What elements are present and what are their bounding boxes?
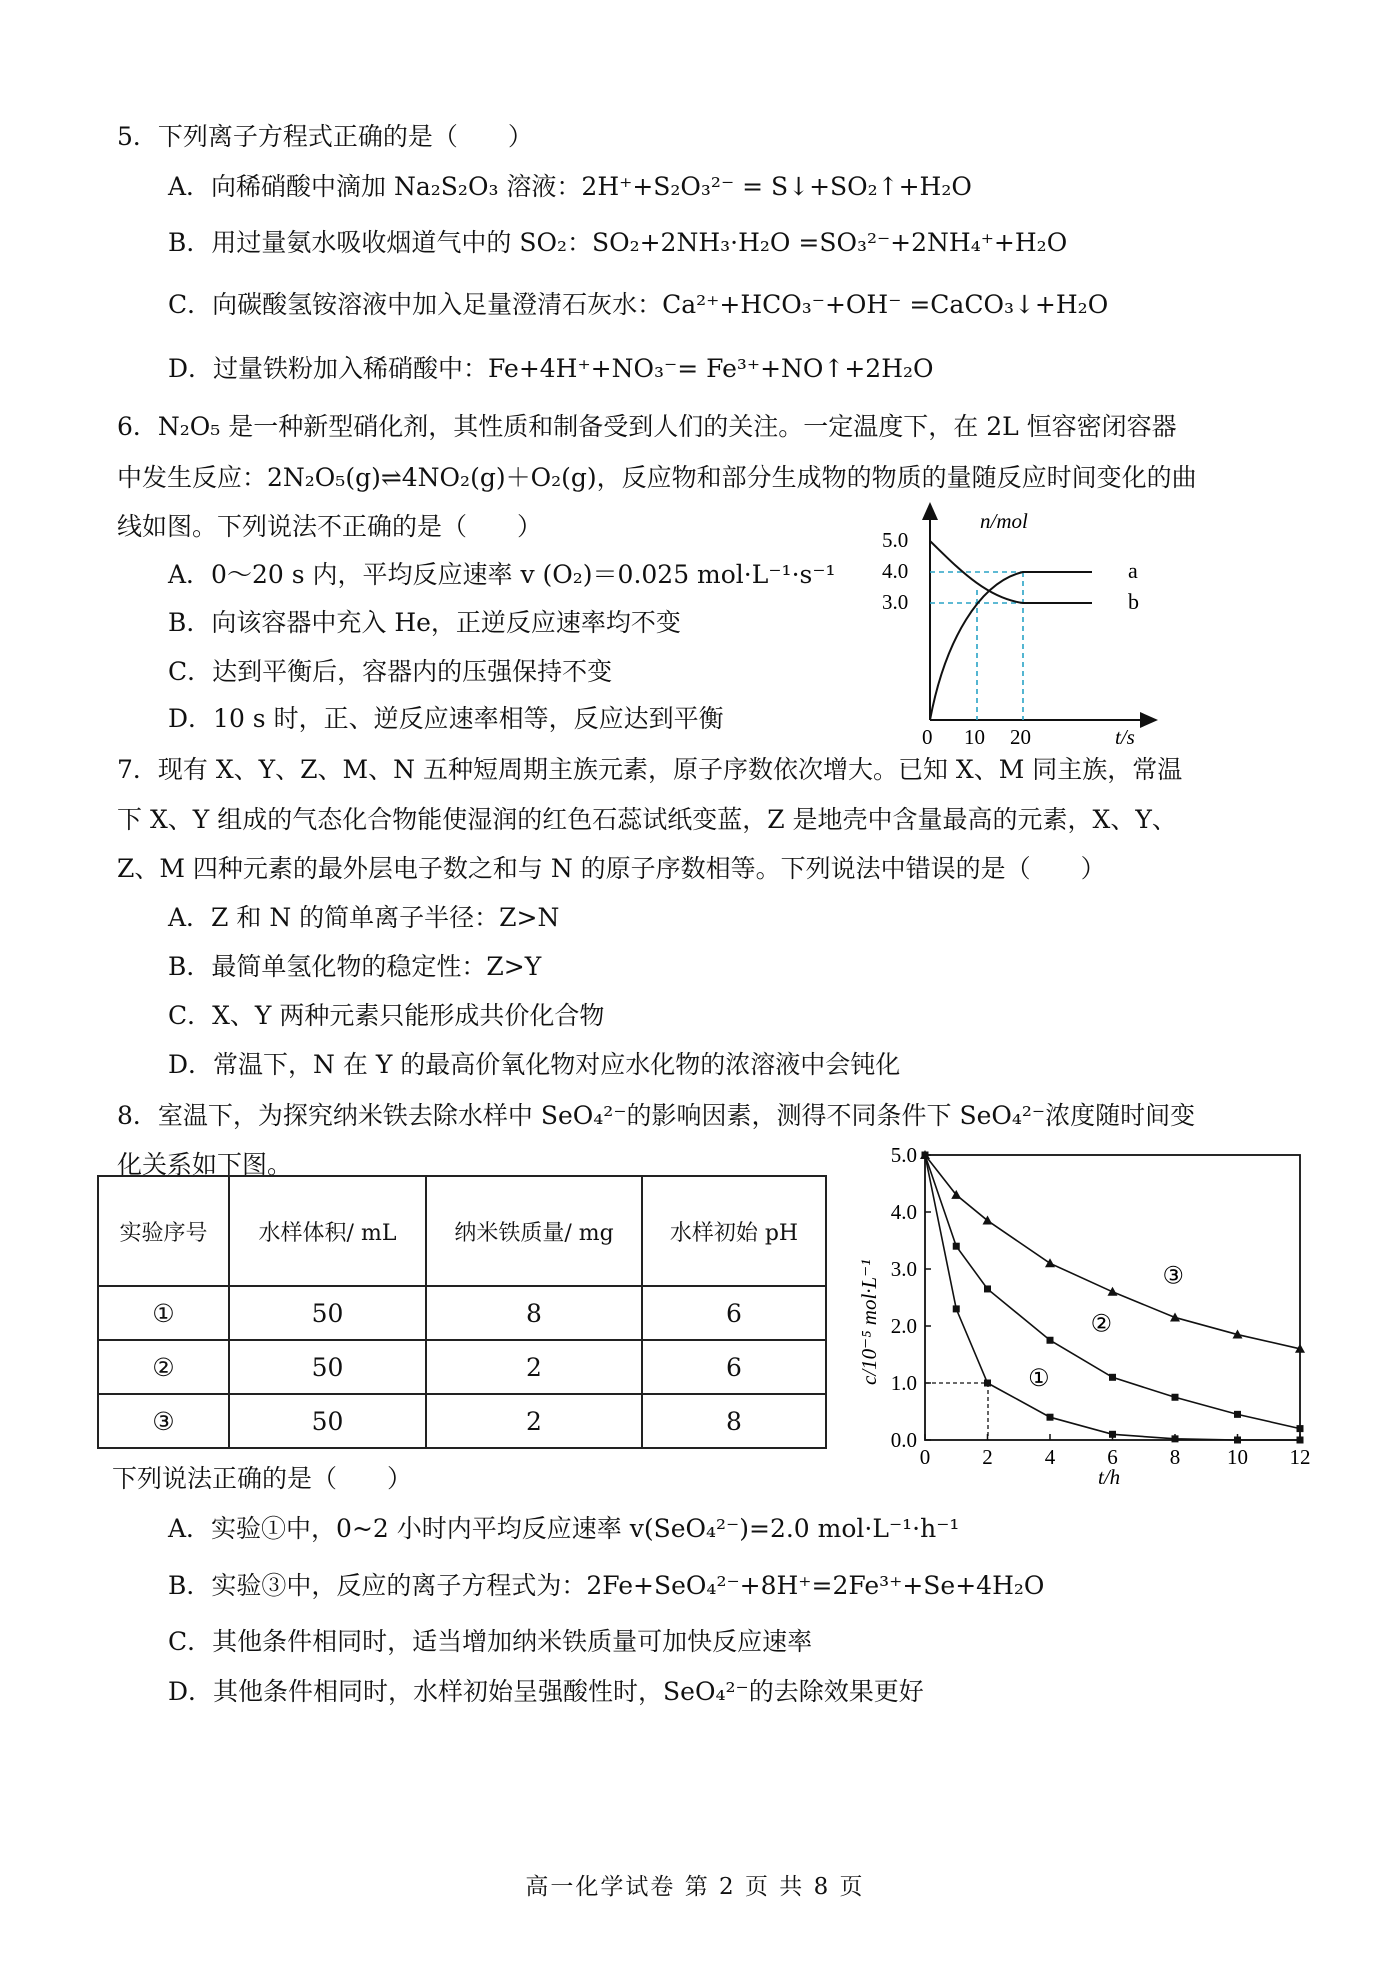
data-point (953, 1243, 960, 1250)
table-cell: 6 (642, 1340, 826, 1394)
q6-stem-line2: 中发生反应：2N₂O₅(g)⇌4NO₂(g)＋O₂(g)，反应物和部分生成物的物质的量随反应时间变化的曲 (117, 463, 1197, 492)
table-header: 水样体积/ mL (229, 1176, 426, 1286)
data-point (1172, 1394, 1179, 1401)
series-label: ② (1090, 1311, 1113, 1338)
table-row (98, 1286, 826, 1340)
y-tick-3: 3.0 (882, 590, 909, 614)
y-tick-4: 4.0 (882, 559, 909, 583)
table-header: 纳米铁质量/ mg (426, 1176, 642, 1286)
data-point (1047, 1337, 1054, 1344)
x-axis-label: t/h (1098, 1465, 1121, 1489)
x-tick-label: 10 (1227, 1445, 1248, 1469)
x-tick-label: 0 (919, 1445, 931, 1469)
data-point (1172, 1435, 1179, 1442)
y-tick-label: 4.0 (890, 1200, 917, 1224)
x-tick-10: 10 (964, 725, 985, 749)
data-point (1170, 1312, 1180, 1321)
table-cell: 50 (229, 1340, 426, 1394)
table-header: 实验序号 (98, 1176, 229, 1286)
q6-stem-line1: 6．N₂O₅ 是一种新型硝化剂，其性质和制备受到人们的关注。一定温度下，在 2L 恒容密闭容器 (117, 412, 1177, 441)
series-line (925, 1155, 1300, 1440)
x-tick-20: 20 (1010, 725, 1031, 749)
x-tick-label: 12 (1289, 1445, 1311, 1469)
q6-option-a: A．0～20 s 内，平均反应速率 v (O₂)＝0.025 mol·L⁻¹·s⁻¹ (168, 560, 836, 589)
table-row (98, 1340, 826, 1394)
q7-option-d: D．常温下，N 在 Y 的最高价氧化物对应水化物的浓溶液中会钝化 (168, 1050, 901, 1079)
table-cell: 2 (426, 1394, 642, 1448)
q8-option-d: D．其他条件相同时，水样初始呈强酸性时，SeO₄²⁻的去除效果更好 (168, 1677, 924, 1706)
series-label: ① (1028, 1365, 1050, 1392)
table-cell: ② (98, 1340, 229, 1394)
q8-option-a: A．实验①中，0~2 小时内平均反应速率 v(SeO₄²⁻)=2.0 mol·L⁻¹·h⁻¹ (168, 1514, 960, 1543)
q6-option-d: D．10 s 时，正、逆反应速率相等，反应达到平衡 (168, 704, 724, 733)
q8-option-b: B．实验③中，反应的离子方程式为：2Fe+SeO₄²⁻+8H⁺=2Fe³⁺+Se+4H₂O (168, 1571, 1045, 1600)
q6-stem-line3: 线如图。下列说法不正确的是（ ） (117, 512, 543, 541)
table-cell: ③ (98, 1394, 229, 1448)
table-cell: 2 (426, 1340, 642, 1394)
q5-option-b: B．用过量氨水吸收烟道气中的 SO₂：SO₂+2NH₃·H₂O =SO₃²⁻+2NH₄⁺+H₂O (168, 228, 1068, 257)
q5-stem: 5．下列离子方程式正确的是（ ） (117, 122, 533, 151)
q8-option-c: C．其他条件相同时，适当增加纳米铁质量可加快反应速率 (168, 1627, 813, 1656)
data-point (953, 1305, 960, 1312)
y-tick-5: 5.0 (882, 528, 909, 552)
series-a-label: a (1128, 558, 1138, 583)
table-cell: ① (98, 1286, 229, 1340)
q6-option-b: B．向该容器中充入 He，正逆反应速率均不变 (168, 608, 681, 637)
q7-stem-line1: 7．现有 X、Y、Z、M、N 五种短周期主族元素，原子序数依次增大。已知 X、M 同主族，常温 (117, 755, 1183, 784)
x-tick-label: 2 (982, 1445, 993, 1469)
q7-stem-line2: 下 X、Y 组成的气态化合物能使湿润的红色石蕊试纸变蓝，Z 是地壳中含量最高的元素，X、Y、 (117, 805, 1177, 834)
q5-option-a: A．向稀硝酸中滴加 Na₂S₂O₃ 溶液：2H⁺+S₂O₃²⁻ = S↓+SO₂↑+H₂O (168, 172, 972, 201)
y-tick-label: 5.0 (890, 1143, 917, 1167)
table-header: 水样初始 pH (642, 1176, 826, 1286)
series-label: ③ (1162, 1263, 1185, 1290)
y-axis-label: n/mol (980, 509, 1028, 533)
q6-option-c: C．达到平衡后，容器内的压强保持不变 (168, 657, 613, 686)
y-tick-label: 1.0 (890, 1371, 917, 1395)
data-point (984, 1285, 991, 1292)
x-axis-label: t/s (1115, 725, 1135, 749)
series-line (925, 1155, 1300, 1349)
q7-option-c: C．X、Y 两种元素只能形成共价化合物 (168, 1001, 605, 1030)
q6-chart (882, 500, 1160, 749)
data-point (1108, 1287, 1118, 1296)
x-tick-label: 8 (1169, 1445, 1181, 1469)
q8-chart (857, 1140, 1320, 1490)
data-point (1047, 1414, 1054, 1421)
x-tick-label: 4 (1044, 1445, 1056, 1469)
table-cell: 8 (426, 1286, 642, 1340)
q7-stem-line3: Z、M 四种元素的最外层电子数之和与 N 的原子序数相等。下列说法中错误的是（ ） (117, 854, 1106, 883)
data-point (1234, 1437, 1241, 1444)
data-point (1109, 1374, 1116, 1381)
x-tick-0: 0 (922, 725, 933, 749)
q5-option-d: D．过量铁粉加入稀硝酸中：Fe+4H⁺+NO₃⁻= Fe³⁺+NO↑+2H₂O (168, 354, 934, 383)
series-a-line (930, 572, 1092, 720)
table-row (98, 1394, 826, 1448)
data-point (1234, 1411, 1241, 1418)
data-point (1297, 1437, 1304, 1444)
page-footer: 高一化学试卷 第 2 页 共 8 页 (525, 1874, 865, 1900)
table-cell: 8 (642, 1394, 826, 1448)
y-tick-label: 3.0 (890, 1257, 917, 1281)
y-axis-label: c/10⁻⁵ mol·L⁻¹ (857, 1259, 881, 1385)
data-point (1297, 1425, 1304, 1432)
q5-option-c: C．向碳酸氢铵溶液中加入足量澄清石灰水：Ca²⁺+HCO₃⁻+OH⁻ =CaCO₃↓+H₂O (168, 290, 1109, 319)
table-cell: 50 (229, 1394, 426, 1448)
plot-frame (925, 1155, 1300, 1440)
q7-option-b: B．最简单氢化物的稳定性：Z>Y (168, 952, 542, 981)
data-point (1109, 1431, 1116, 1438)
q8-stem-line3: 下列说法正确的是（ ） (112, 1464, 413, 1493)
table-cell: 6 (642, 1286, 826, 1340)
y-tick-label: 2.0 (890, 1314, 917, 1338)
table-cell: 50 (229, 1286, 426, 1340)
data-point (1045, 1258, 1055, 1267)
experiment-table (97, 1175, 827, 1449)
q7-option-a: A．Z 和 N 的简单离子半径：Z>N (168, 903, 560, 932)
x-tick-label: 6 (1107, 1445, 1118, 1469)
y-tick-label: 0.0 (890, 1428, 917, 1452)
q8-stem-line2: 化关系如下图。 (117, 1150, 293, 1179)
q8-stem-line1: 8．室温下，为探究纳米铁去除水样中 SeO₄²⁻的影响因素，测得不同条件下 SeO₄²⁻浓度随时间变 (117, 1101, 1196, 1130)
table-header-row (98, 1176, 826, 1286)
series-b-label: b (1128, 589, 1139, 614)
